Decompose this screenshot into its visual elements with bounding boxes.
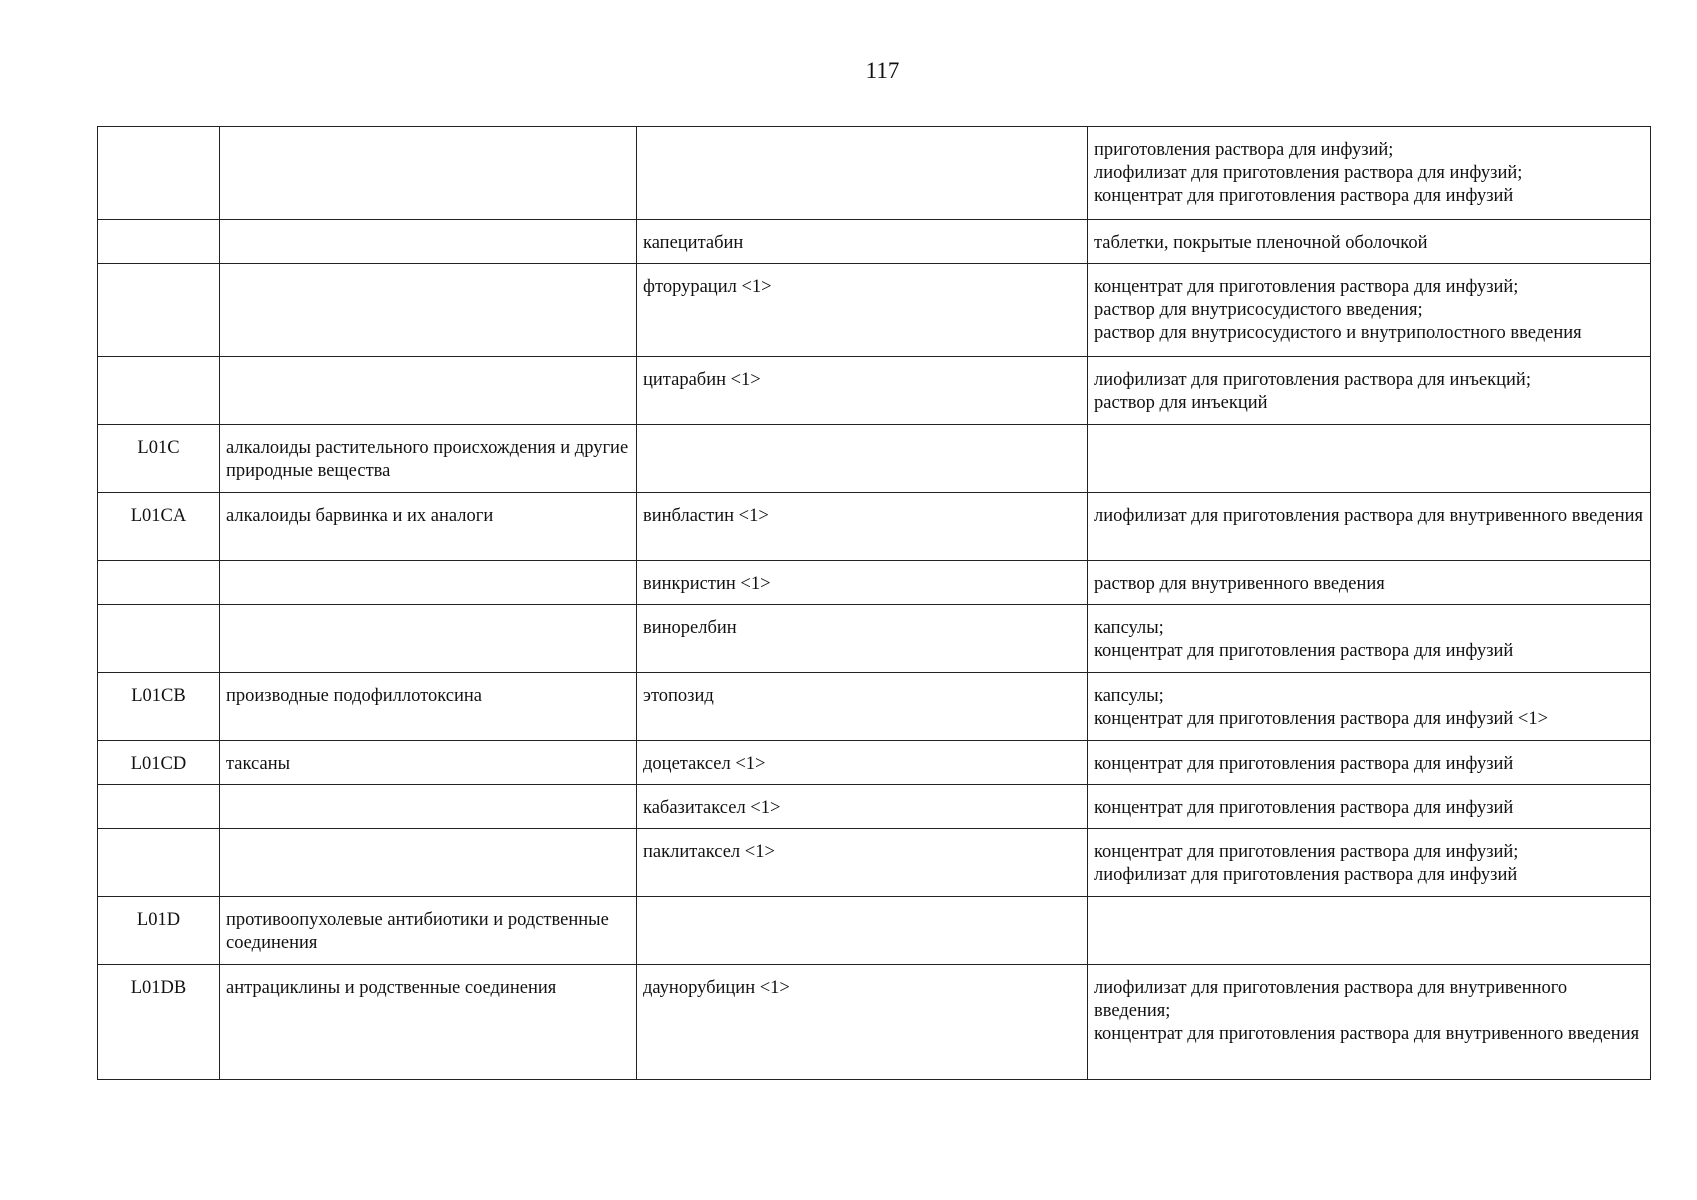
drug-cell: винорелбин [637, 605, 1088, 673]
table-row [98, 561, 1651, 605]
drug-cell [637, 127, 1088, 220]
atc-code-cell [98, 220, 220, 264]
group-cell [220, 127, 637, 220]
table-body [98, 127, 1651, 1080]
group-cell: антрациклины и родственные соединения [220, 965, 637, 1080]
atc-code-cell [98, 264, 220, 357]
atc-code-cell: L01CA [98, 493, 220, 561]
table-row [98, 605, 1651, 673]
group-cell [220, 264, 637, 357]
page-number: 117 [865, 58, 900, 83]
group-cell: производные подофиллотоксина [220, 673, 637, 741]
group-cell [220, 785, 637, 829]
group-cell: противоопухолевые антибиотики и родственные соединения [220, 897, 637, 965]
drug-cell: паклитаксел <1> [637, 829, 1088, 897]
atc-code-cell: L01CB [98, 673, 220, 741]
dosage-form-cell: концентрат для приготовления раствора для инфузий [1088, 741, 1651, 785]
dosage-form-cell: концентрат для приготовления раствора для инфузий; раствор для внутрисосудистого введения; раствор для внутрисосудистого и внутриполостного введения [1088, 264, 1651, 357]
group-cell: алкалоиды барвинка и их аналоги [220, 493, 637, 561]
drug-cell: доцетаксел <1> [637, 741, 1088, 785]
group-cell [220, 561, 637, 605]
dosage-form-cell [1088, 425, 1651, 493]
table-row [98, 965, 1651, 1080]
group-cell: таксаны [220, 741, 637, 785]
atc-code-cell [98, 127, 220, 220]
atc-code-cell [98, 357, 220, 425]
atc-code-cell: L01D [98, 897, 220, 965]
atc-code-cell [98, 605, 220, 673]
table-row [98, 264, 1651, 357]
dosage-form-cell: приготовления раствора для инфузий; лиофилизат для приготовления раствора для инфузий; концентрат для приготовления раствора для инфузий [1088, 127, 1651, 220]
drug-cell: винкристин <1> [637, 561, 1088, 605]
table-row [98, 220, 1651, 264]
table-row [98, 897, 1651, 965]
drug-cell: кабазитаксел <1> [637, 785, 1088, 829]
dosage-form-cell: капсулы; концентрат для приготовления раствора для инфузий <1> [1088, 673, 1651, 741]
atc-code-cell [98, 785, 220, 829]
group-cell: алкалоиды растительного происхождения и другие природные вещества [220, 425, 637, 493]
atc-code-cell [98, 561, 220, 605]
dosage-form-cell [1088, 897, 1651, 965]
dosage-form-cell: концентрат для приготовления раствора для инфузий [1088, 785, 1651, 829]
drug-cell [637, 897, 1088, 965]
table-row [98, 425, 1651, 493]
dosage-form-cell: лиофилизат для приготовления раствора для внутривенного введения; концентрат для приготовления раствора для внутривенного введения [1088, 965, 1651, 1080]
group-cell [220, 829, 637, 897]
dosage-form-cell: таблетки, покрытые пленочной оболочкой [1088, 220, 1651, 264]
group-cell [220, 220, 637, 264]
table-row [98, 127, 1651, 220]
drug-cell: этопозид [637, 673, 1088, 741]
atc-code-cell [98, 829, 220, 897]
table-row [98, 829, 1651, 897]
drug-cell: фторурацил <1> [637, 264, 1088, 357]
atc-code-cell: L01C [98, 425, 220, 493]
dosage-form-cell: лиофилизат для приготовления раствора для внутривенного введения [1088, 493, 1651, 561]
drug-cell: винбластин <1> [637, 493, 1088, 561]
group-cell [220, 605, 637, 673]
drug-cell: цитарабин <1> [637, 357, 1088, 425]
table-row [98, 785, 1651, 829]
atc-code-cell: L01CD [98, 741, 220, 785]
table-row [98, 357, 1651, 425]
drug-cell: даунорубицин <1> [637, 965, 1088, 1080]
group-cell [220, 357, 637, 425]
dosage-form-cell: концентрат для приготовления раствора для инфузий; лиофилизат для приготовления раствора для инфузий [1088, 829, 1651, 897]
dosage-form-cell: лиофилизат для приготовления раствора для инъекций; раствор для инъекций [1088, 357, 1651, 425]
table-row [98, 493, 1651, 561]
dosage-form-cell: капсулы; концентрат для приготовления раствора для инфузий [1088, 605, 1651, 673]
atc-code-cell: L01DB [98, 965, 220, 1080]
table-row [98, 741, 1651, 785]
drug-table [97, 126, 1651, 1080]
drug-cell: капецитабин [637, 220, 1088, 264]
drug-cell [637, 425, 1088, 493]
table-row [98, 673, 1651, 741]
dosage-form-cell: раствор для внутривенного введения [1088, 561, 1651, 605]
